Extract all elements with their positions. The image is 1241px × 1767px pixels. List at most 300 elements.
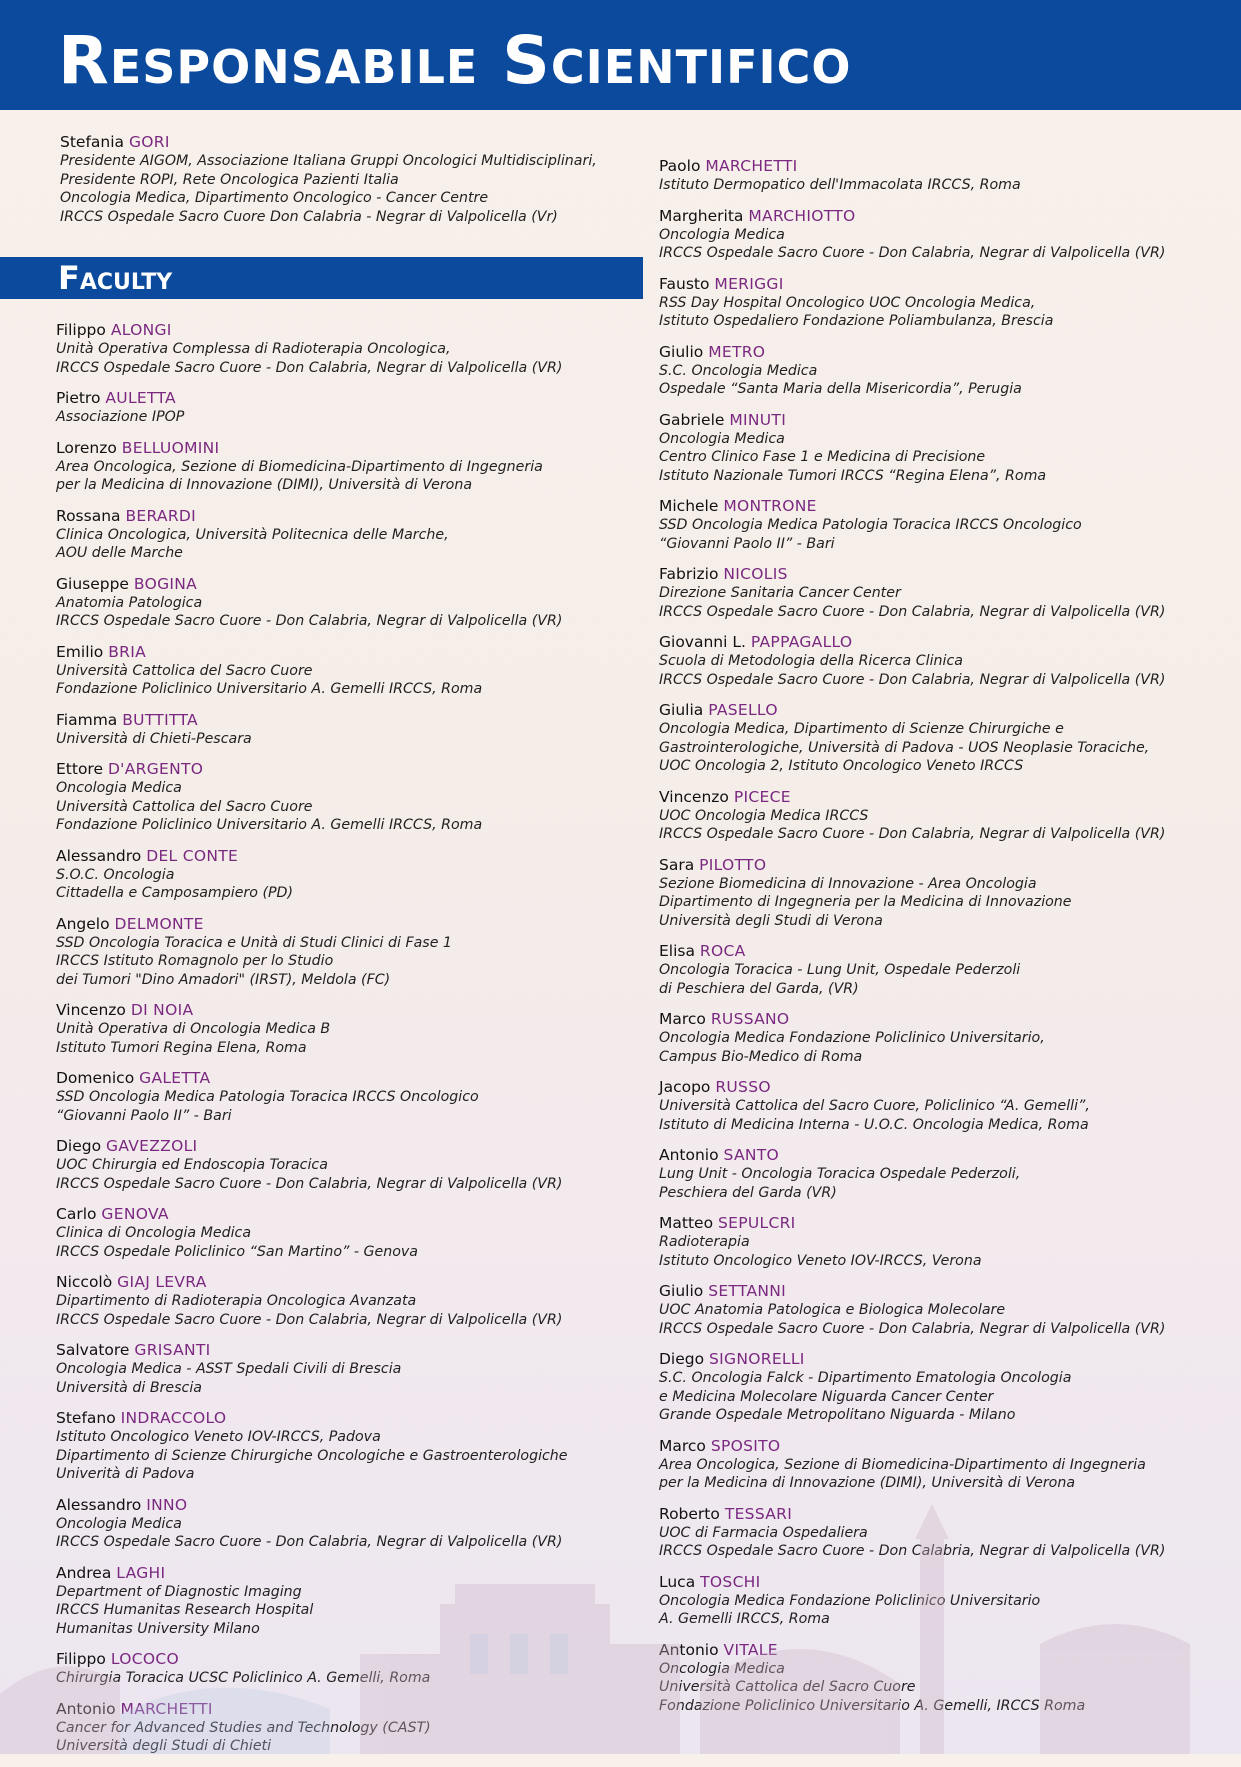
affiliation-line: S.C. Oncologia Medica — [659, 362, 818, 379]
surname: BUTTITTA — [122, 710, 198, 729]
affiliation — [56, 779, 656, 835]
affiliation-line: SSD Oncologia Medica Patologia Toracica IRCCS Oncologico — [659, 517, 1082, 533]
surname: MERIGGI — [714, 274, 784, 293]
faculty-entry — [56, 1000, 656, 1057]
affiliation-line: Associazione IPOP — [56, 409, 185, 425]
person-name — [659, 342, 1229, 362]
affiliation-line: Radioterapia — [659, 1234, 750, 1250]
person-name — [56, 1699, 656, 1719]
affiliation-line: UOC Anatomia Patologica e Biologica Molecolare — [659, 1302, 1006, 1318]
surname: GRISANTI — [134, 1341, 211, 1359]
affiliation — [659, 1233, 1229, 1270]
first-name: Paolo — [659, 157, 701, 175]
first-name: Ettore — [56, 760, 103, 778]
affiliation-line: S.O.C. Oncologia — [56, 866, 175, 883]
surname: PILOTTO — [699, 855, 767, 874]
affiliation-line: Oncologia Medica Fondazione Policlinico Universitario — [659, 1592, 1041, 1609]
surname: DI NOIA — [130, 1001, 194, 1019]
affiliation-line: Chirurgia Toracica UCSC Policlinico A. Gemelli, Roma — [56, 1670, 431, 1686]
affiliation — [56, 866, 656, 903]
affiliation-line: Area Oncologica, Sezione di Biomedicina-Dipartimento di Ingegneria — [56, 458, 543, 475]
page-title: Responsabile Scientifico — [58, 22, 852, 99]
affiliation-line: Università degli Studi di Verona — [659, 912, 883, 929]
affiliation-line: Clinica Oncologica, Università Politecnica delle Marche, — [56, 526, 449, 543]
person-name — [659, 1572, 1229, 1592]
first-name: Giulio — [659, 1282, 704, 1300]
faculty-entry — [659, 410, 1229, 486]
surname: BERARDI — [125, 506, 197, 525]
affiliation — [56, 1088, 656, 1125]
surname: GAVEZZOLI — [106, 1137, 198, 1155]
affiliation — [56, 662, 656, 699]
affiliation — [56, 594, 656, 631]
surname: DEL CONTE — [146, 846, 239, 865]
faculty-entry — [659, 274, 1229, 331]
faculty-entry — [56, 914, 656, 990]
affiliation — [56, 1224, 656, 1261]
first-name: Elisa — [659, 942, 695, 960]
affiliation — [56, 458, 656, 495]
affiliation-line: Presidente AIGOM, Associazione Italiana Gruppi Oncologici Multidisciplinari, — [60, 153, 597, 169]
surname: LOCOCO — [110, 1650, 179, 1668]
affiliation-line: Oncologia Medica - ASST Spedali Civili di Brescia — [56, 1361, 402, 1377]
affiliation-line: e Medicina Molecolare Niguarda Cancer Center — [659, 1388, 994, 1405]
faculty-entry — [56, 759, 656, 835]
affiliation-line: IRCCS Ospedale Sacro Cuore - Don Calabria, Negrar di Valpolicella (VR) — [659, 603, 1166, 620]
faculty-entry — [659, 941, 1229, 998]
surname: GORI — [128, 133, 170, 151]
faculty-entry — [659, 1436, 1229, 1493]
affiliation — [659, 1369, 1229, 1425]
affiliation-line: Istituto di Medicina Interna - U.O.C. Oncologia Medica, Roma — [659, 1116, 1089, 1133]
person-name — [56, 1408, 656, 1428]
affiliation-line: Anatomia Patologica — [56, 594, 203, 611]
first-name: Jacopo — [659, 1078, 711, 1096]
affiliation-line: Unità Operativa di Oncologia Medica B — [56, 1021, 331, 1037]
affiliation-line: IRCCS Ospedale Policlinico “San Martino” - Genova — [56, 1243, 419, 1260]
person-name — [56, 574, 656, 594]
person-name — [56, 1136, 656, 1156]
affiliation-line: Istituto Ospedaliero Fondazione Poliambulanza, Brescia — [659, 313, 1054, 329]
first-name: Stefano — [56, 1409, 116, 1427]
faculty-entry — [56, 438, 656, 495]
affiliation — [659, 362, 1229, 399]
affiliation-line: IRCCS Ospedale Sacro Cuore - Don Calabria, Negrar di Valpolicella (VR) — [659, 245, 1166, 261]
first-name: Domenico — [56, 1069, 135, 1087]
faculty-entry — [659, 1504, 1229, 1561]
person-name — [659, 1213, 1229, 1233]
surname: ROCA — [699, 942, 746, 960]
first-name: Fausto — [659, 274, 710, 293]
surname: SANTO — [723, 1146, 780, 1164]
person-name — [659, 410, 1229, 430]
first-name: Margherita — [659, 206, 744, 225]
affiliation — [659, 1029, 1229, 1066]
faculty-title: Faculty — [58, 259, 173, 297]
surname: PASELLO — [708, 701, 778, 719]
faculty-entry — [56, 846, 656, 903]
person-name — [56, 1495, 656, 1515]
affiliation-line: Fondazione Policlinico Universitario A. Gemelli IRCCS, Roma — [56, 817, 483, 833]
affiliation-line: Istituto Oncologico Veneto IOV-IRCCS, Padova — [56, 1429, 381, 1445]
faculty-entry — [659, 1145, 1229, 1202]
affiliation — [60, 152, 640, 226]
affiliation-line: Oncologia Medica — [56, 780, 182, 796]
faculty-entry — [659, 787, 1229, 844]
affiliation-line: Humanitas University Milano — [56, 1620, 260, 1637]
faculty-entry — [56, 1272, 656, 1329]
faculty-entry — [56, 574, 656, 631]
affiliation-line: IRCCS Ospedale Sacro Cuore Don Calabria - Negrar di Valpolicella (Vr) — [60, 208, 558, 225]
affiliation — [56, 1669, 656, 1688]
surname: GENOVA — [101, 1205, 169, 1223]
first-name: Vincenzo — [659, 787, 729, 806]
affiliation-line: di Peschiera del Garda, (VR) — [659, 980, 859, 997]
person-name — [56, 1563, 656, 1583]
affiliation-line: “Giovanni Paolo II” - Bari — [659, 535, 835, 552]
affiliation-line: Università di Brescia — [56, 1379, 202, 1396]
surname: BOGINA — [133, 574, 198, 593]
person-name — [659, 1349, 1229, 1369]
surname: DELMONTE — [114, 914, 204, 933]
person-name — [659, 700, 1229, 720]
affiliation-line: Ospedale “Santa Maria della Misericordia”, Perugia — [659, 381, 1022, 397]
affiliation-line: RSS Day Hospital Oncologico UOC Oncologia Medica, — [659, 294, 1036, 311]
affiliation-line: Cittadella e Camposampiero (PD) — [56, 885, 293, 901]
affiliation-line: Peschiera del Garda (VR) — [659, 1184, 837, 1201]
first-name: Emilio — [56, 642, 104, 661]
faculty-entry — [56, 1649, 656, 1688]
affiliation — [659, 516, 1229, 553]
first-name: Matteo — [659, 1214, 714, 1232]
affiliation-line: Oncologia Medica, Dipartimento di Scienze Chirurgiche e — [659, 721, 1064, 737]
faculty-entry — [659, 1640, 1229, 1716]
affiliation-line: SSD Oncologia Toracica e Unità di Studi Clinici di Fase 1 — [56, 934, 452, 951]
faculty-column-right — [659, 156, 1229, 1726]
person-name — [56, 388, 656, 408]
affiliation-line: Lung Unit - Oncologia Toracica Ospedale Pederzoli, — [659, 1166, 1021, 1182]
surname: LAGHI — [116, 1563, 166, 1582]
first-name: Sara — [659, 855, 695, 874]
affiliation-line: Presidente ROPI, Rete Oncologica Pazienti Italia — [60, 171, 399, 188]
affiliation-line: Istituto Dermopatico dell'Immacolata IRCCS, Roma — [659, 177, 1021, 193]
affiliation-line: IRCCS Ospedale Sacro Cuore - Don Calabria, Negrar di Valpolicella (VR) — [659, 671, 1166, 688]
first-name: Giulia — [659, 701, 704, 719]
affiliation — [659, 961, 1229, 998]
affiliation-line: UOC Oncologia Medica IRCCS — [659, 807, 869, 824]
surname: PAPPAGALLO — [750, 633, 853, 651]
affiliation-line: IRCCS Ospedale Sacro Cuore - Don Calabria, Negrar di Valpolicella (VR) — [56, 1175, 563, 1192]
faculty-column-left — [56, 320, 656, 1767]
person-name — [659, 274, 1229, 294]
affiliation — [659, 226, 1229, 263]
person-name — [659, 496, 1229, 516]
first-name: Pietro — [56, 389, 101, 407]
affiliation — [659, 430, 1229, 486]
affiliation-line: Dipartimento di Ingegneria per la Medicina di Innovazione — [659, 894, 1072, 910]
affiliation — [659, 1660, 1229, 1716]
affiliation-line: Università Cattolica del Sacro Cuore — [56, 662, 313, 679]
first-name: Giovanni L. — [659, 633, 746, 651]
header-banner — [0, 0, 1241, 110]
person-name — [659, 1281, 1229, 1301]
affiliation-line: Centro Clinico Fase 1 e Medicina di Precisione — [659, 449, 986, 465]
person-name — [56, 1000, 656, 1020]
affiliation-line: Campus Bio-Medico di Roma — [659, 1048, 863, 1065]
person-name — [56, 642, 656, 662]
surname: SIGNORELLI — [709, 1350, 805, 1368]
faculty-entry — [659, 564, 1229, 621]
affiliation-line: Oncologia Medica — [56, 1515, 182, 1532]
first-name: Salvatore — [56, 1341, 130, 1359]
affiliation — [659, 176, 1229, 195]
surname: MARCHIOTTO — [748, 206, 856, 225]
faculty-entry — [659, 632, 1229, 689]
faculty-entry — [56, 388, 656, 427]
person-name — [56, 1340, 656, 1360]
surname: BELLUOMINI — [121, 438, 220, 457]
first-name: Filippo — [56, 321, 106, 339]
affiliation-line: dei Tumori "Dino Amadori" (IRST), Meldola (FC) — [56, 971, 391, 988]
affiliation — [56, 1292, 656, 1329]
affiliation-line: Istituto Tumori Regina Elena, Roma — [56, 1039, 307, 1056]
affiliation-line: Sezione Biomedicina di Innovazione - Area Oncologia — [659, 875, 1037, 892]
faculty-entry — [56, 1699, 656, 1756]
first-name: Fiamma — [56, 710, 118, 729]
affiliation-line: Unità Operativa Complessa di Radioterapia Oncologica, — [56, 341, 451, 357]
person-name — [60, 132, 640, 152]
first-name: Diego — [56, 1137, 102, 1155]
first-name: Lorenzo — [56, 438, 117, 457]
affiliation-line: UOC Chirurgia ed Endoscopia Toracica — [56, 1157, 328, 1173]
affiliation — [659, 720, 1229, 776]
affiliation — [56, 1156, 656, 1193]
surname: INDRACCOLO — [120, 1409, 227, 1427]
faculty-entry — [56, 1136, 656, 1193]
first-name: Marco — [659, 1010, 706, 1028]
person-name — [56, 846, 656, 866]
faculty-entry — [659, 206, 1229, 263]
affiliation-line: Oncologia Toracica - Lung Unit, Ospedale Pederzoli — [659, 962, 1021, 978]
affiliation — [659, 1165, 1229, 1202]
affiliation-line: Oncologia Medica Fondazione Policlinico Universitario, — [659, 1030, 1045, 1046]
affiliation — [56, 1428, 656, 1484]
affiliation-line: Dipartimento di Scienze Chirurgiche Oncologiche e Gastroenterologiche — [56, 1447, 568, 1464]
affiliation-line: Grande Ospedale Metropolitano Niguarda - Milano — [659, 1407, 1016, 1423]
affiliation-line: Clinica di Oncologia Medica — [56, 1225, 252, 1241]
affiliation-line: IRCCS Ospedale Sacro Cuore - Don Calabria, Negrar di Valpolicella (VR) — [659, 1543, 1166, 1559]
faculty-entry — [659, 1009, 1229, 1066]
surname: MARCHETTI — [705, 157, 798, 175]
person-name — [659, 787, 1229, 807]
faculty-entry — [659, 156, 1229, 195]
affiliation-line: Gastrointerologiche, Università di Padova - UOS Neoplasie Toraciche, — [659, 739, 1150, 756]
affiliation-line: S.C. Oncologia Falck - Dipartimento Ematologia Oncologia — [659, 1370, 1072, 1386]
faculty-entry — [56, 1340, 656, 1397]
person-name — [56, 438, 656, 458]
first-name: Vincenzo — [56, 1001, 126, 1019]
person-name — [56, 1204, 656, 1224]
affiliation-line: Area Oncologica, Sezione di Biomedicina-Dipartimento di Ingegneria — [659, 1456, 1146, 1473]
first-name: Angelo — [56, 914, 110, 933]
person-name — [56, 506, 656, 526]
affiliation-line: IRCCS Ospedale Sacro Cuore - Don Calabria, Negrar di Valpolicella (VR) — [56, 613, 563, 629]
affiliation-line: Univerità di Padova — [56, 1466, 195, 1482]
faculty-banner — [0, 257, 643, 299]
affiliation — [659, 875, 1229, 931]
affiliation-line: Istituto Nazionale Tumori IRCCS “Regina Elena”, Roma — [659, 467, 1047, 484]
affiliation-line: IRCCS Ospedale Sacro Cuore - Don Calabria, Negrar di Valpolicella (VR) — [56, 1311, 563, 1328]
affiliation-line: IRCCS Ospedale Sacro Cuore - Don Calabria, Negrar di Valpolicella (VR) — [56, 359, 563, 376]
first-name: Carlo — [56, 1205, 97, 1223]
faculty-entry — [659, 700, 1229, 776]
affiliation — [56, 1020, 656, 1057]
surname: NICOLIS — [723, 565, 788, 583]
surname: D'ARGENTO — [107, 760, 204, 778]
affiliation-line: Istituto Oncologico Veneto IOV-IRCCS, Verona — [659, 1252, 982, 1269]
surname: PICECE — [733, 787, 791, 806]
affiliation — [659, 1524, 1229, 1561]
faculty-entry — [56, 320, 656, 377]
faculty-entry — [56, 1068, 656, 1125]
faculty-entry — [56, 506, 656, 563]
affiliation — [56, 526, 656, 563]
affiliation — [659, 652, 1229, 689]
affiliation-line: UOC Oncologia 2, Istituto Oncologico Veneto IRCCS — [659, 758, 1024, 774]
affiliation — [56, 1719, 656, 1756]
faculty-entry — [659, 1572, 1229, 1629]
faculty-entry — [659, 1281, 1229, 1338]
surname: SEPULCRI — [717, 1214, 796, 1232]
first-name: Andrea — [56, 1563, 112, 1582]
affiliation — [659, 1592, 1229, 1629]
affiliation-line: Dipartimento di Radioterapia Oncologica Avanzata — [56, 1293, 417, 1309]
affiliation-line: Fondazione Policlinico Universitario A. Gemelli, IRCCS Roma — [659, 1697, 1086, 1714]
affiliation — [56, 730, 656, 749]
first-name: Antonio — [659, 1640, 719, 1659]
surname: TESSARI — [724, 1504, 793, 1523]
person-name — [659, 1504, 1229, 1524]
first-name: Filippo — [56, 1650, 106, 1668]
person-name — [659, 941, 1229, 961]
faculty-entry — [56, 1495, 656, 1552]
affiliation — [659, 1456, 1229, 1493]
faculty-entry — [659, 1213, 1229, 1270]
affiliation-line: IRCCS Istituto Romagnolo per lo Studio — [56, 953, 334, 969]
first-name: Alessandro — [56, 1495, 142, 1514]
faculty-entry — [659, 1077, 1229, 1134]
affiliation — [56, 1360, 656, 1397]
affiliation-line: Department of Diagnostic Imaging — [56, 1583, 302, 1600]
person-name — [659, 632, 1229, 652]
affiliation — [659, 1097, 1229, 1134]
affiliation-line: IRCCS Humanitas Research Hospital — [56, 1602, 314, 1618]
person-name — [659, 1436, 1229, 1456]
person-name — [659, 1009, 1229, 1029]
affiliation-line: per la Medicina di Innovazione (DIMI), Università di Verona — [56, 477, 473, 493]
surname: MARCHETTI — [120, 1699, 213, 1718]
affiliation — [56, 934, 656, 990]
surname: MINUTI — [729, 410, 787, 429]
faculty-entry — [659, 855, 1229, 931]
affiliation-line: Fondazione Policlinico Universitario A. Gemelli IRCCS, Roma — [56, 681, 483, 697]
affiliation-line: Università Cattolica del Sacro Cuore, Policlinico “A. Gemelli”, — [659, 1098, 1090, 1114]
first-name: Michele — [659, 497, 719, 515]
affiliation-line: Oncologia Medica — [659, 1660, 785, 1677]
first-name: Roberto — [659, 1504, 720, 1523]
first-name: Rossana — [56, 506, 121, 525]
first-name: Niccolò — [56, 1273, 113, 1291]
first-name: Giuseppe — [56, 574, 129, 593]
person-name — [659, 1145, 1229, 1165]
faculty-entry — [659, 1349, 1229, 1425]
affiliation-line: Università degli Studi di Chieti — [56, 1738, 272, 1754]
first-name: Fabrizio — [659, 565, 719, 583]
surname: SPOSITO — [710, 1436, 781, 1455]
surname: RUSSANO — [710, 1010, 790, 1028]
affiliation-line: IRCCS Ospedale Sacro Cuore - Don Calabria, Negrar di Valpolicella (VR) — [56, 1534, 563, 1550]
affiliation-line: Scuola di Metodologia della Ricerca Clinica — [659, 653, 963, 669]
person-name — [56, 320, 656, 340]
surname: SETTANNI — [708, 1282, 787, 1300]
first-name: Diego — [659, 1350, 705, 1368]
person-name — [56, 1649, 656, 1669]
person-name — [659, 564, 1229, 584]
first-name: Alessandro — [56, 846, 142, 865]
person-name — [659, 1640, 1229, 1660]
first-name: Antonio — [56, 1699, 116, 1718]
affiliation — [659, 294, 1229, 331]
affiliation-line: A. Gemelli IRCCS, Roma — [659, 1611, 830, 1627]
affiliation-line: Direzione Sanitaria Cancer Center — [659, 585, 901, 601]
affiliation-line: Università di Chieti-Pescara — [56, 730, 252, 747]
faculty-entry — [659, 342, 1229, 399]
surname: GIAJ LEVRA — [117, 1273, 207, 1291]
affiliation-line: Oncologia Medica — [659, 226, 785, 243]
surname: VITALE — [723, 1640, 778, 1659]
affiliation-line: “Giovanni Paolo II” - Bari — [56, 1107, 232, 1124]
first-name: Luca — [659, 1572, 696, 1591]
surname: INNO — [146, 1495, 188, 1514]
person-name — [56, 1272, 656, 1292]
faculty-entry — [56, 710, 656, 749]
person-name — [56, 1068, 656, 1088]
first-name: Giulio — [659, 342, 704, 361]
affiliation-line: Cancer for Advanced Studies and Technology (CAST) — [56, 1719, 431, 1736]
affiliation-line: per la Medicina di Innovazione (DIMI), Università di Verona — [659, 1475, 1076, 1491]
affiliation-line: Oncologia Medica, Dipartimento Oncologico - Cancer Centre — [60, 190, 489, 206]
faculty-entry — [56, 1563, 656, 1639]
surname: BRIA — [108, 642, 147, 661]
faculty-entry — [56, 1408, 656, 1484]
affiliation — [56, 1515, 656, 1552]
affiliation — [659, 1301, 1229, 1338]
first-name: Stefania — [60, 133, 125, 151]
surname: TOSCHI — [700, 1572, 761, 1591]
surname: ALONGI — [110, 321, 172, 339]
affiliation — [56, 1583, 656, 1639]
affiliation — [659, 584, 1229, 621]
affiliation-line: Oncologia Medica — [659, 430, 785, 447]
faculty-entry — [56, 642, 656, 699]
surname: GALETTA — [139, 1069, 211, 1087]
surname: METRO — [708, 342, 766, 361]
affiliation-line: IRCCS Ospedale Sacro Cuore - Don Calabria, Negrar di Valpolicella (VR) — [659, 826, 1166, 842]
person-name — [56, 914, 656, 934]
person-name — [659, 855, 1229, 875]
affiliation-line: Università Cattolica del Sacro Cuore — [659, 1679, 916, 1695]
person-name — [56, 710, 656, 730]
